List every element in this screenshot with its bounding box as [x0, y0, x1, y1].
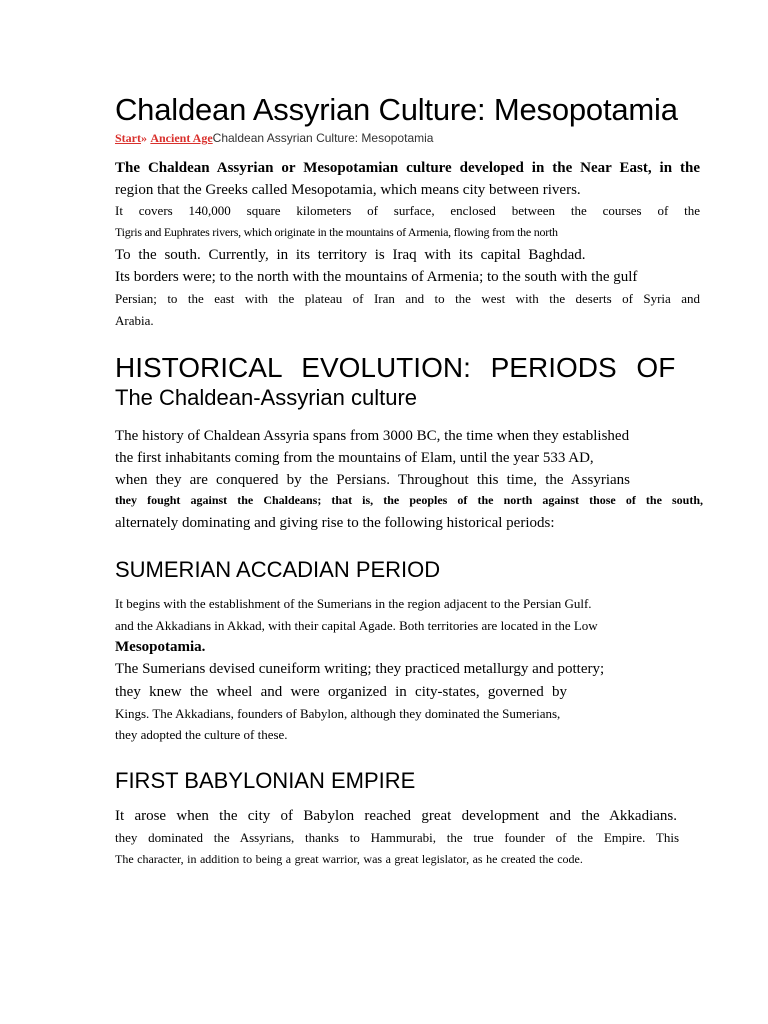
intro-line: To the south. Currently, in its territory is Iraq with its capital Baghdad.: [115, 247, 586, 263]
section1-line: when they are conquered by the Persians. Throughout this time, the Assyrians: [115, 472, 630, 488]
section1-line: the first inhabitants coming from the mountains of Elam, until the year 533 AD,: [115, 450, 594, 466]
intro-line: It covers 140,000 square kilometers of surface, enclosed between the courses of the: [115, 203, 700, 218]
breadcrumb-ancient-age-link[interactable]: Ancient Age: [150, 131, 213, 145]
section-heading-first-babylonian-empire: FIRST BABYLONIAN EMPIRE: [115, 768, 416, 793]
breadcrumb-current: Chaldean Assyrian Culture: Mesopotamia: [212, 131, 434, 145]
section-subheading-chaldean-assyrian-culture: The Chaldean-Assyrian culture: [115, 385, 418, 410]
breadcrumb: [115, 131, 433, 146]
page-title: Chaldean Assyrian Culture: Mesopotamia: [115, 92, 678, 127]
intro-line: Arabia.: [115, 313, 154, 328]
section2-line: they knew the wheel and were organized in city-states, governed by: [115, 684, 567, 700]
breadcrumb-start-link[interactable]: Start: [115, 131, 141, 145]
intro-line: region that the Greeks called Mesopotamia, which means city between rivers.: [115, 182, 581, 198]
breadcrumb-separator: »: [141, 131, 147, 145]
section-heading-sumerian-accadian: SUMERIAN ACCADIAN PERIOD: [115, 557, 441, 582]
section2-line: Mesopotamia.: [115, 639, 206, 655]
section2-line: they adopted the culture of these.: [115, 727, 288, 742]
intro-line: Its borders were; to the north with the mountains of Armenia; to the south with the gulf: [115, 269, 638, 285]
intro-line: Tigris and Euphrates rivers, which originate in the mountains of Armenia, flowing from the north: [115, 225, 558, 239]
intro-line: The Chaldean Assyrian or Mesopotamian culture developed in the Near East, in the: [115, 160, 700, 176]
section1-line: they fought against the Chaldeans; that is, the peoples of the north against those of the south,: [115, 493, 703, 507]
section-heading-historical-evolution: HISTORICAL EVOLUTION: PERIODS OF: [115, 352, 676, 383]
section2-line: The Sumerians devised cuneiform writing; they practiced metallurgy and pottery;: [115, 661, 605, 677]
section3-line: they dominated the Assyrians, thanks to Hammurabi, the true founder of the Empire. This: [115, 830, 679, 845]
section2-line: and the Akkadians in Akkad, with their capital Agade. Both territories are located in the Low: [115, 618, 598, 633]
section1-line: The history of Chaldean Assyria spans from 3000 BC, the time when they established: [115, 428, 630, 444]
section3-line: The character, in addition to being a great warrior, was a great legislator, as he created the code.: [115, 852, 583, 866]
section1-line: alternately dominating and giving rise to the following historical periods:: [115, 515, 555, 531]
section2-line: It begins with the establishment of the Sumerians in the region adjacent to the Persian Gulf.: [115, 596, 592, 611]
intro-line: Persian; to the east with the plateau of Iran and to the west with the deserts of Syria and: [115, 291, 700, 306]
section3-line: It arose when the city of Babylon reached great development and the Akkadians.: [115, 808, 677, 824]
section2-line: Kings. The Akkadians, founders of Babylon, although they dominated the Sumerians,: [115, 706, 561, 721]
